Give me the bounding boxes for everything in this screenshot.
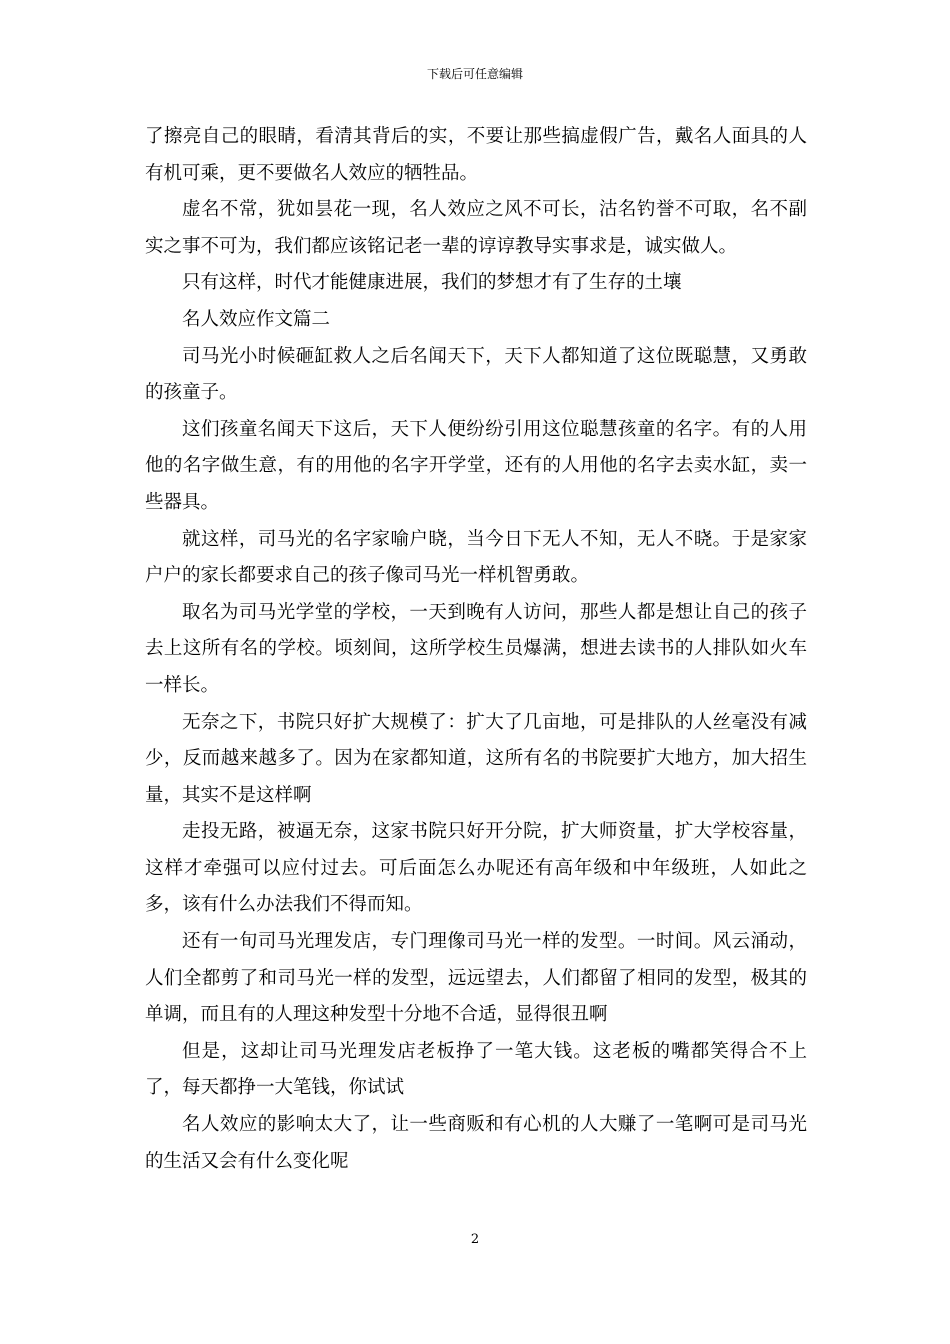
paragraph: 只有这样，时代才能健康进展，我们的梦想才有了生存的土壤 — [182, 272, 682, 294]
paragraph: 走投无路，被逼无奈，这家书院只好开分院，扩大师资量，扩大学校容量，这样才牵强可以应付过去。可后面怎么办呢还有高年级和中年级班，人如此之多，该有什么办法我们不得而知。 — [145, 821, 807, 916]
paragraph-continued: 了擦亮自己的眼睛，看清其背后的实，不要让那些搞虚假广告，戴名人面具的人有机可乘，更不要做名人效应的牺牲品。 — [145, 126, 807, 184]
paragraph: 这们孩童名闻天下这后，天下人便纷纷引用这位聪慧孩童的名字。有的人用他的名字做生意，有的用他的名字开学堂，还有的人用他的名字去卖水缸，卖一些器具。 — [145, 418, 807, 513]
paragraph: 取名为司马光学堂的学校，一天到晚有人访问，那些人都是想让自己的孩子去上这所有名的学校。顷刻间，这所学校生员爆满，想进去读书的人排队如火车一样长。 — [145, 601, 807, 696]
paragraph: 司马光小时候砸缸救人之后名闻天下，天下人都知道了这位既聪慧，又勇敢的孩童子。 — [145, 345, 807, 404]
paragraph: 虚名不常，犹如昙花一现，名人效应之风不可长，沽名钓誉不可取，名不副实之事不可为，我们都应该铭记老一辈的谆谆教导实事求是，诚实做人。 — [145, 199, 807, 257]
document-body — [145, 119, 807, 1180]
paragraph: 还有一旬司马光理发店，专门理像司马光一样的发型。一时间。风云涌动，人们全都剪了和司马光一样的发型，远远望去，人们都留了相同的发型，极其的单调，而且有的人理这种发型十分地不合适，显得很丑啊 — [145, 931, 807, 1026]
section-title: 名人效应作文篇二 — [182, 308, 331, 330]
paragraph: 名人效应的影响太大了，让一些商贩和有心机的人大赚了一笔啊可是司马光的生活又会有什么变化呢 — [145, 1114, 807, 1172]
paragraph: 但是，这却让司马光理发店老板挣了一笔大钱。这老板的嘴都笑得合不上了，每天都挣一大笔钱，你试试 — [145, 1040, 807, 1099]
paragraph: 无奈之下，书院只好扩大规模了：扩大了几亩地，可是排队的人丝毫没有减少，反而越来越多了。因为在家都知道，这所有名的书院要扩大地方，加大招生量，其实不是这样啊 — [145, 711, 807, 806]
paragraph: 就这样，司马光的名字家喻户晓，当今日下无人不知，无人不晓。于是家家户户的家长都要求自己的孩子像司马光一样机智勇敢。 — [145, 528, 807, 587]
page-number: 2 — [470, 1232, 480, 1247]
page-header: 下载后可任意编辑 — [426, 67, 523, 81]
